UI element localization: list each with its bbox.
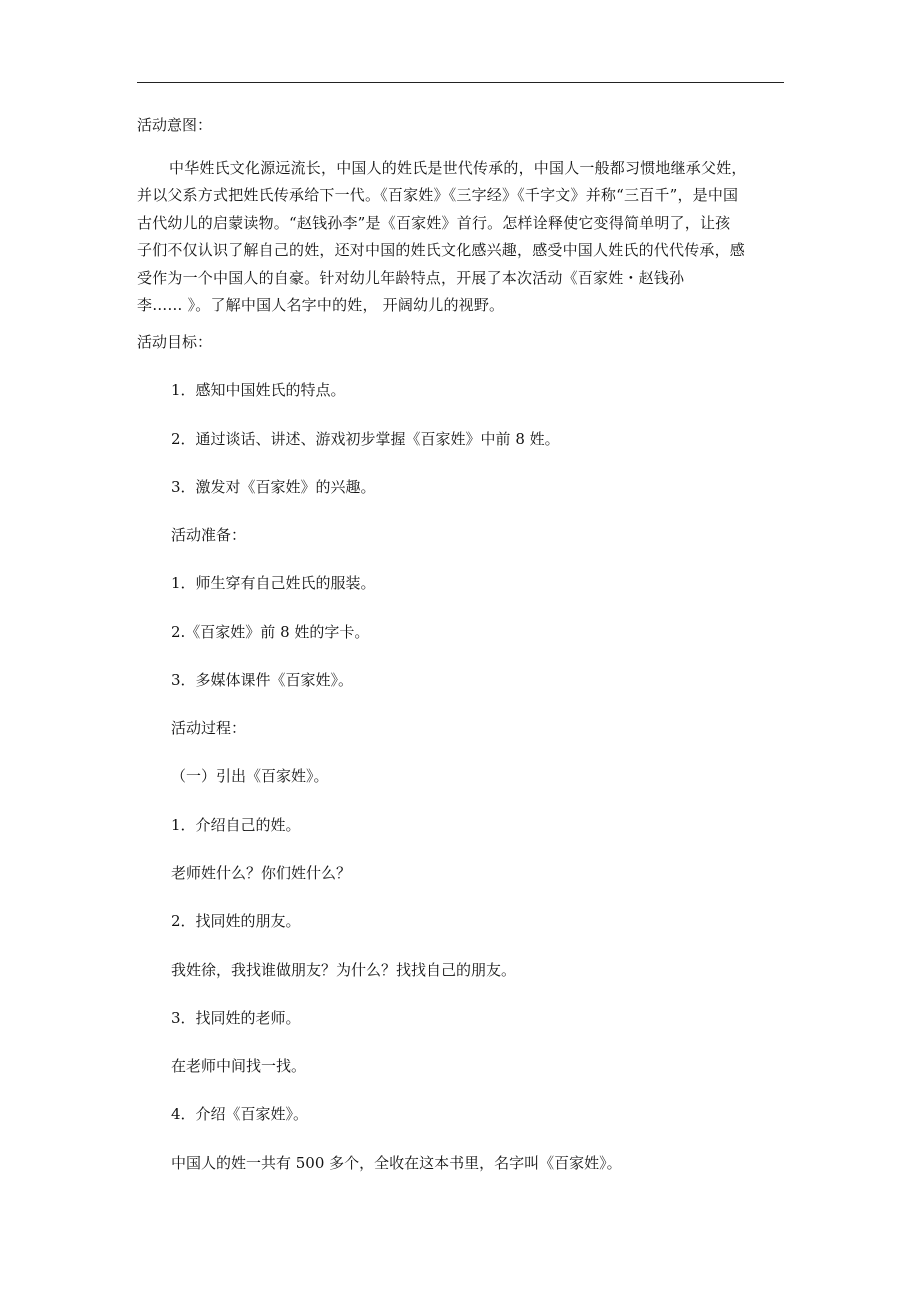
intent-paragraph [137, 159, 797, 323]
intent-line: 受作为一个中国人的自豪。针对幼儿年龄特点，开展了本次活动《百家姓・赵钱孙 [137, 268, 685, 287]
prep-item: 1．师生穿有自己姓氏的服装。 [171, 574, 376, 592]
goals-heading: 活动目标： [137, 333, 213, 351]
intent-line: 并以父系方式把姓氏传承给下一代。《百家姓》《三字经》《千字文》并称“三百千”，是中国 [137, 186, 739, 205]
intent-heading: 活动意图： [137, 116, 213, 134]
intent-line: 子们不仅认识了解自己的姓，还对中国的姓氏文化感兴趣，感受中国人姓氏的代代传承，感 [137, 241, 746, 260]
intent-line: 李…… 》。了解中国人名字中的姓， 开阔幼儿的视野。 [137, 295, 505, 314]
prep-heading: 活动准备： [171, 526, 247, 544]
intent-line: 中华姓氏文化源远流长，中国人的姓氏是世代传承的，中国人一般都习惯地继承父姓， [169, 159, 747, 177]
process-line: 中国人的姓一共有 500 多个，全收在这本书里，名字叫《百家姓》。 [171, 1154, 622, 1172]
intent-line: 古代幼儿的启蒙读物。“赵钱孙李”是《百家姓》首行。怎样诠释使它变得简单明了，让孩 [137, 213, 731, 232]
process-line: （一）引出《百家姓》。 [171, 767, 329, 785]
goal-item: 2．通过谈话、讲述、游戏初步掌握《百家姓》中前 8 姓。 [171, 430, 560, 448]
prep-item: 2.《百家姓》前 8 姓的字卡。 [171, 623, 370, 641]
prep-item: 3．多媒体课件《百家姓》。 [171, 671, 354, 689]
process-line: 在老师中间找一找。 [171, 1057, 307, 1075]
process-line: 2．找同姓的朋友。 [171, 912, 301, 930]
process-line: 老师姓什么？你们姓什么？ [171, 864, 352, 882]
process-line: 我姓徐，我找谁做朋友？为什么？找找自己的朋友。 [171, 961, 517, 979]
goal-item: 3．激发对《百家姓》的兴趣。 [171, 478, 376, 496]
process-line: 1．介绍自己的姓。 [171, 816, 301, 834]
header-rule [137, 82, 784, 83]
goal-item: 1．感知中国姓氏的特点。 [171, 381, 346, 399]
process-line: 3．找同姓的老师。 [171, 1009, 301, 1027]
process-heading: 活动过程： [171, 719, 247, 737]
process-line: 4．介绍《百家姓》。 [171, 1105, 309, 1123]
